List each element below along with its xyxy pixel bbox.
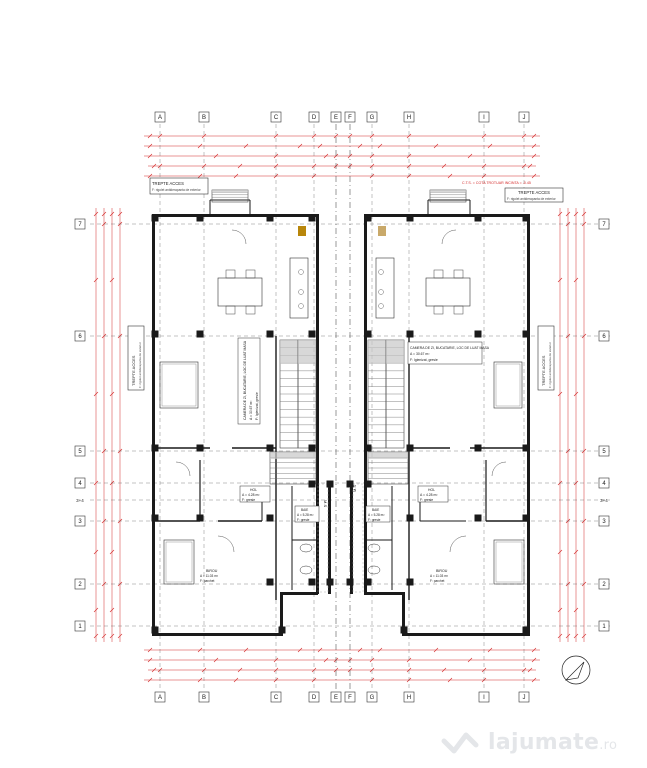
svg-text:5: 5: [78, 449, 82, 456]
birou-label-left: [200, 569, 218, 583]
svg-text:4: 4: [78, 481, 82, 488]
svg-text:2: 2: [602, 582, 606, 589]
hol-label-right: [418, 486, 448, 502]
svg-text:6: 6: [78, 334, 82, 341]
svg-text:HOL: HOL: [250, 488, 257, 492]
svg-text:J: J: [522, 115, 526, 122]
svg-text:A = 4.28 m²: A = 4.28 m²: [242, 493, 260, 497]
top-dimension-lines: [144, 134, 540, 178]
svg-text:CAMERA DE ZI, BUCATARIE, LOC D: CAMERA DE ZI, BUCATARIE, LOC DE LUAT MASA: [243, 340, 247, 420]
birou-label-right: [430, 569, 448, 583]
svg-text:TREPTE ACCES: TREPTE ACCES: [131, 355, 136, 386]
svg-text:BIROU: BIROU: [436, 569, 448, 573]
svg-text:BAIE: BAIE: [301, 508, 309, 512]
svg-text:1: 1: [78, 624, 82, 631]
svg-text:E: E: [333, 115, 339, 122]
svg-text:A = 5.28 m²: A = 5.28 m²: [368, 513, 385, 517]
north-arrow-icon: [562, 656, 590, 684]
svg-text:F: Igienizat, gresie: F: Igienizat, gresie: [255, 392, 259, 420]
ms-label-right: M.S: [352, 484, 357, 492]
svg-text:F: gresie: F: gresie: [368, 518, 381, 522]
camera-label-left: [238, 338, 260, 424]
cta-note: C.T.S. = COTA TROTUAR INCINTA = -0.45: [462, 181, 531, 185]
svg-text:C: C: [273, 695, 279, 702]
trepte-acces-vertical-right: [538, 326, 554, 390]
baie-label-left: [295, 506, 319, 522]
svg-text:D: D: [311, 115, 317, 122]
svg-text:7: 7: [78, 222, 82, 229]
svg-text:B: B: [201, 115, 207, 122]
svg-text:BIROU: BIROU: [206, 569, 218, 573]
svg-text:F: Igienizat, gresie: F: Igienizat, gresie: [410, 358, 438, 362]
svg-text:G: G: [369, 695, 375, 702]
svg-text:F: gresie: F: gresie: [297, 518, 310, 522]
svg-text:I: I: [483, 115, 485, 122]
svg-text:BAIE: BAIE: [372, 508, 380, 512]
svg-text:H: H: [406, 695, 412, 702]
svg-text:A = 4.28 m²: A = 4.28 m²: [420, 493, 438, 497]
trepte-title-left: TREPTE ACCES: [152, 181, 184, 186]
svg-text:5: 5: [602, 449, 606, 456]
bottom-dimension-lines: [144, 648, 540, 682]
svg-text:A: A: [157, 115, 163, 122]
structural-gridlines: [90, 124, 610, 690]
svg-text:3: 3: [602, 519, 606, 526]
svg-text:G: G: [369, 115, 375, 122]
hol-label-left: [240, 486, 270, 502]
svg-text:C: C: [273, 115, 279, 122]
ms-label-left: M.S: [323, 500, 328, 508]
camera-label-right: [408, 342, 490, 364]
trepte-acces-left: [150, 178, 208, 194]
svg-text:A = 5.28 m²: A = 5.28 m²: [297, 513, 314, 517]
lajumate-logo-icon: [440, 727, 482, 757]
trepte-acces-right: [505, 188, 563, 202]
svg-text:E: E: [333, 695, 339, 702]
svg-text:A = 11.03 m²: A = 11.03 m²: [430, 574, 448, 578]
svg-text:D: D: [311, 695, 317, 702]
svg-text:3: 3: [78, 519, 82, 526]
svg-text:F: rigolet antiderapanta de ex: F: rigolet antiderapanta de exterior: [138, 342, 142, 388]
svg-text:A = 30.67 m²: A = 30.67 m²: [410, 352, 430, 356]
watermark-text: lajumate.ro: [488, 729, 618, 755]
trepte-acces-vertical-left: [128, 326, 144, 390]
svg-text:F: rigolet antiderapanta de ex: F: rigolet antiderapanta de exterior: [548, 342, 552, 388]
svg-text:J: J: [522, 695, 526, 702]
svg-text:A = 11.03 m²: A = 11.03 m²: [200, 574, 218, 578]
svg-text:F: parchet: F: parchet: [430, 579, 445, 583]
svg-text:B: B: [201, 695, 207, 702]
svg-text:2: 2: [78, 582, 82, 589]
svg-text:F: parchet: F: parchet: [200, 579, 215, 583]
svg-text:3+4: 3+4: [600, 498, 608, 503]
svg-text:F: F: [348, 115, 352, 122]
svg-text:4: 4: [602, 481, 606, 488]
svg-text:1: 1: [602, 624, 606, 631]
svg-text:CAMERA DE ZI, BUCATARIE, LOC D: CAMERA DE ZI, BUCATARIE, LOC DE LUAT MASA: [410, 346, 490, 350]
svg-text:7: 7: [602, 222, 606, 229]
svg-text:F: gresie: F: gresie: [242, 498, 256, 502]
svg-text:H: H: [406, 115, 412, 122]
svg-text:A: A: [157, 695, 163, 702]
svg-text:A = 30.67 m²: A = 30.67 m²: [249, 400, 253, 420]
svg-text:F: F: [348, 695, 352, 702]
svg-text:HOL: HOL: [428, 488, 435, 492]
trepte-note-left: F: rigolet antiderapanta de exterior: [152, 188, 201, 192]
side-dimension-lines: [94, 208, 586, 642]
svg-text:F: gresie: F: gresie: [420, 498, 434, 502]
svg-text:3+4: 3+4: [76, 498, 84, 503]
trepte-title-right: TREPTE ACCES: [518, 190, 550, 195]
furniture-layout: [160, 226, 524, 592]
svg-text:6: 6: [602, 334, 606, 341]
svg-text:I: I: [483, 695, 485, 702]
baie-label-right: [366, 506, 390, 522]
trepte-note-right: F: rigolet antiderapanta de exterior: [507, 197, 556, 201]
watermark: [440, 722, 640, 762]
svg-text:TREPTE ACCES: TREPTE ACCES: [541, 355, 546, 386]
